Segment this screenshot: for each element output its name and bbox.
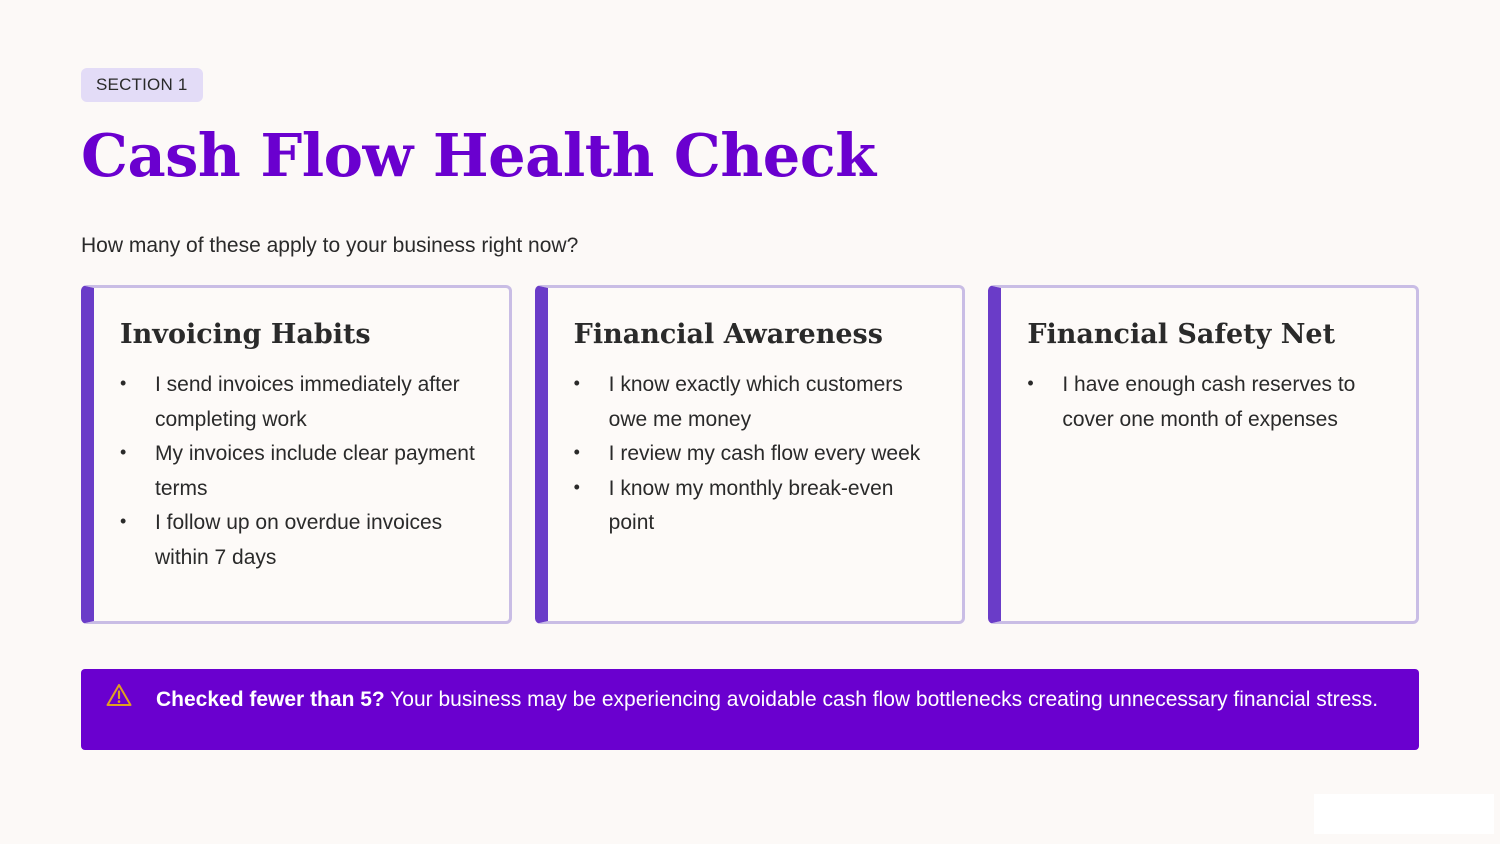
list-item-text: I know exactly which customers owe me money	[608, 373, 903, 431]
bullet-icon: •	[573, 442, 580, 462]
list-item	[1027, 368, 1386, 437]
page-title: Cash Flow Health Check	[81, 121, 876, 190]
card-list	[120, 368, 479, 575]
card-list	[574, 368, 933, 541]
card-title: Financial Awareness	[573, 319, 883, 350]
bullet-icon: •	[573, 476, 580, 497]
list-item	[120, 506, 479, 575]
list-item-text: I have enough cash reserves to cover one month of expenses	[1062, 373, 1356, 431]
list-item	[574, 437, 933, 472]
checklist-cards	[81, 285, 1419, 624]
bullet-icon: •	[120, 511, 127, 531]
card-title: Financial Safety Net	[1027, 319, 1336, 350]
card-invoicing-habits	[81, 285, 512, 624]
corner-box	[1314, 794, 1494, 834]
warning-icon	[106, 683, 132, 707]
list-item	[120, 437, 479, 506]
warning-text: Your business may be experiencing avoidable cash flow bottlenecks creating unnecessary financial stress.	[384, 688, 1379, 711]
card-financial-safety-net	[988, 285, 1419, 624]
list-item	[120, 368, 479, 437]
card-title: Invoicing Habits	[120, 319, 371, 350]
list-item-text: My invoices include clear payment terms	[155, 442, 475, 500]
warning-banner	[81, 669, 1419, 750]
card-financial-awareness	[535, 285, 966, 624]
bullet-icon: •	[1027, 373, 1034, 393]
section-tag: SECTION 1	[81, 68, 203, 102]
card-list	[1027, 368, 1386, 437]
list-item-text: I send invoices immediately after completing work	[155, 373, 460, 431]
list-item-text: I review my cash flow every week	[608, 442, 921, 465]
bullet-icon: •	[120, 373, 127, 393]
bullet-icon: •	[573, 373, 580, 393]
list-item-text: I know my monthly break-even point	[608, 476, 894, 534]
list-item	[574, 368, 933, 437]
page-subtitle: How many of these apply to your business right now?	[81, 234, 579, 257]
list-item-text: I follow up on overdue invoices within 7 days	[155, 511, 443, 569]
list-item	[574, 472, 933, 541]
bullet-icon: •	[120, 442, 127, 462]
warning-heading: Checked fewer than 5?	[156, 688, 385, 711]
